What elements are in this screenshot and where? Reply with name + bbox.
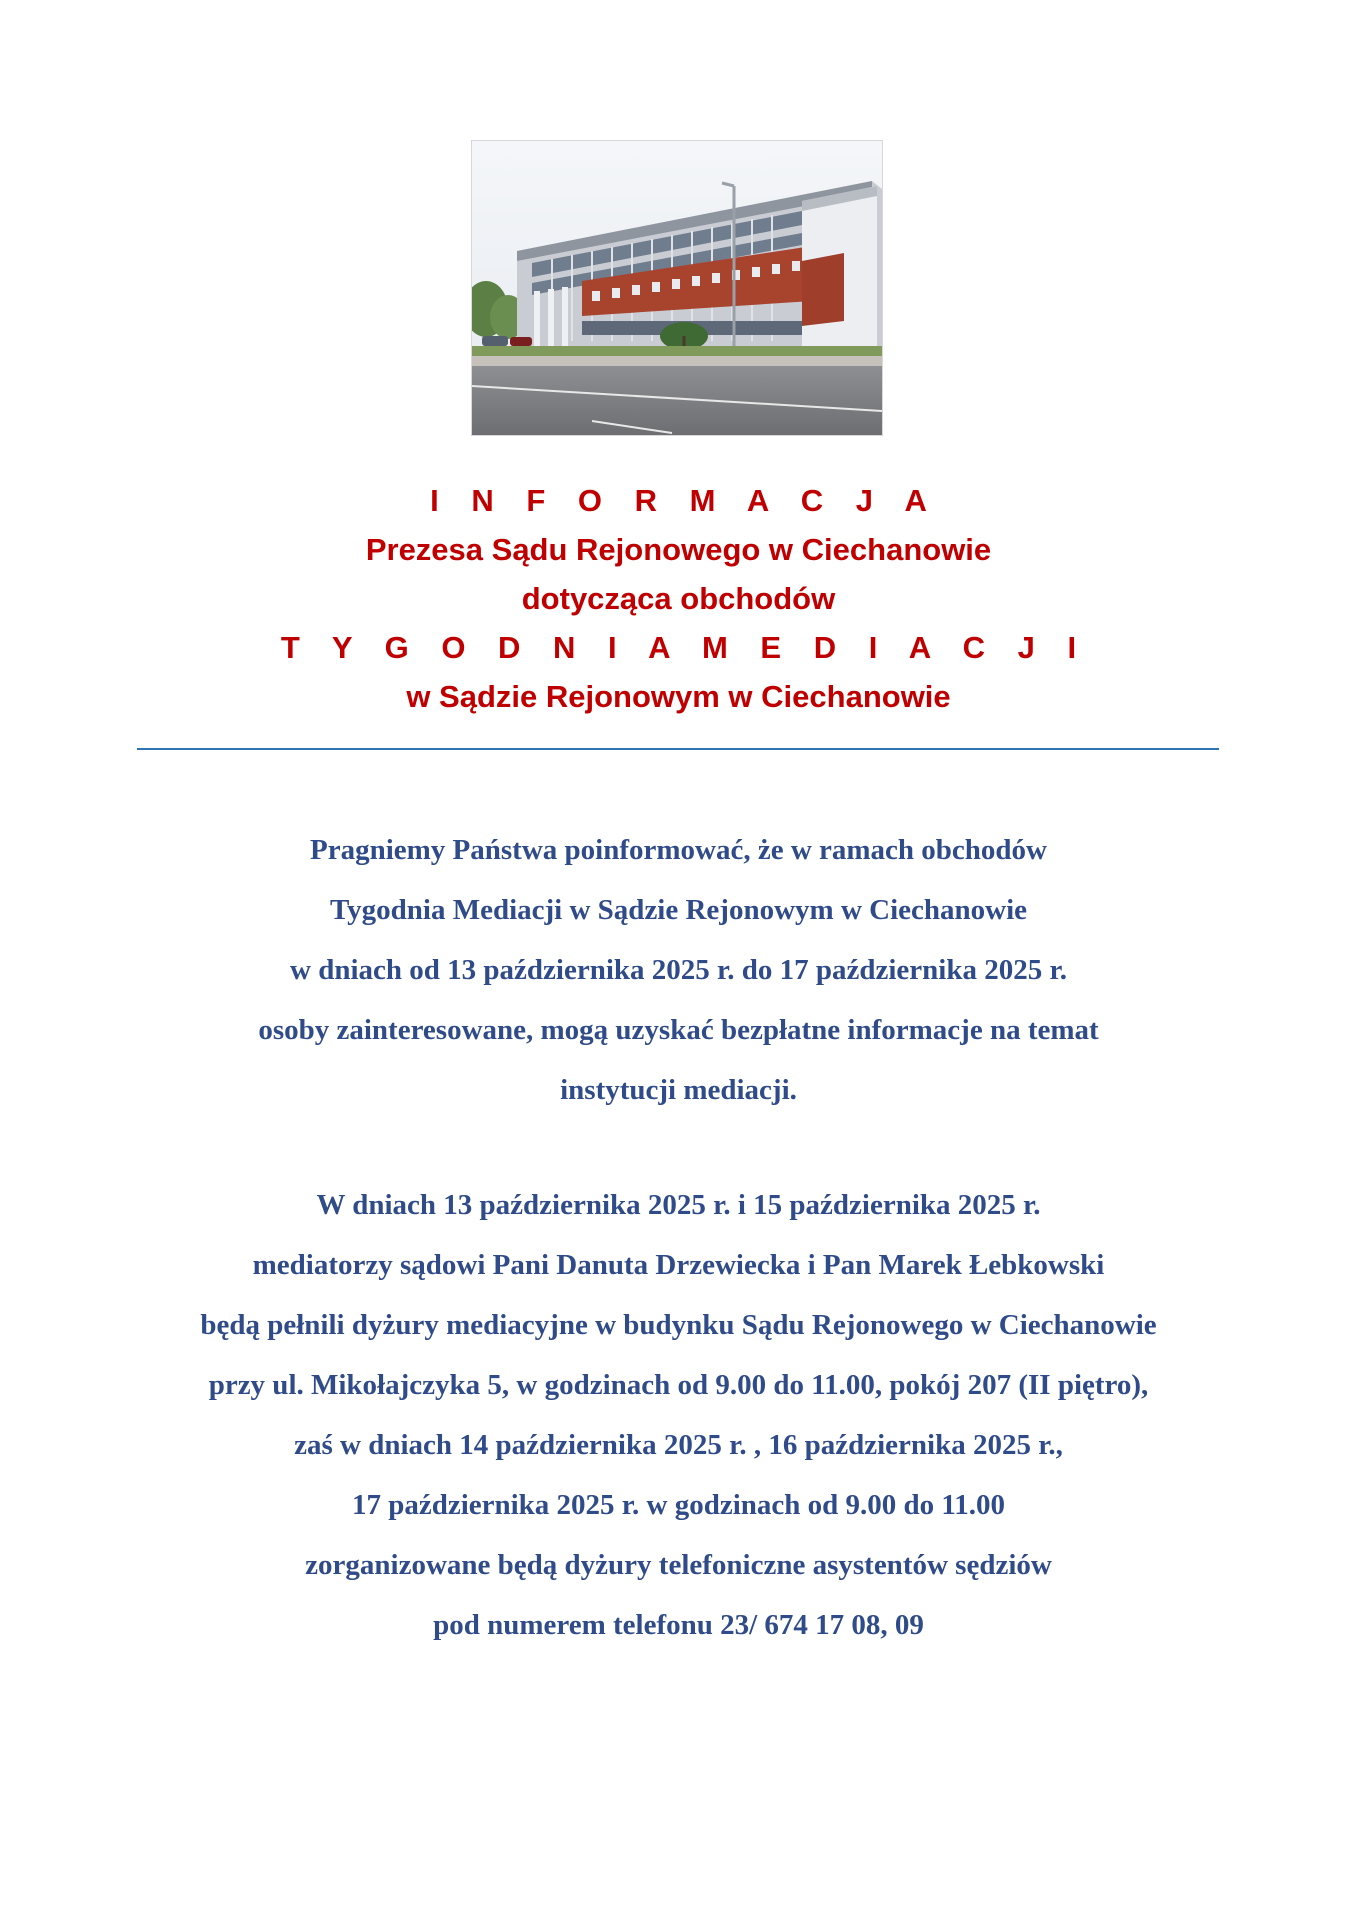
paragraph-line: w dniach od 13 października 2025 r. do 17 października 2025 r. — [290, 954, 1067, 986]
paragraph-line: Pragniemy Państwa poinformować, że w ramach obchodów — [309, 834, 1047, 866]
header-subtitle-prezesa: Prezesa Sądu Rejonowego w Ciechanowie — [365, 532, 992, 567]
court-building-photo — [471, 140, 883, 436]
paragraph-line: będą pełnili dyżury mediacyjne w budynku Sądu Rejonowego w Ciechanowie — [200, 1309, 1157, 1341]
header-subtitle-dotyczaca: dotycząca obchodów — [521, 581, 836, 616]
paragraph-line: pod numerem telefonu 23/ 674 17 08, 09 — [433, 1609, 924, 1641]
paragraph-line: osoby zainteresowane, mogą uzyskać bezpłatne informacje na temat — [258, 1014, 1099, 1046]
document-header — [0, 476, 1357, 721]
header-title-informacja: I N F O R M A C J A — [430, 483, 939, 518]
paragraph-line: mediatorzy sądowi Pani Danuta Drzewiecka i Pan Marek Łebkowski — [252, 1249, 1105, 1281]
paragraph-line: 17 października 2025 r. w godzinach od 9.00 do 11.00 — [351, 1489, 1006, 1521]
paragraph-line: zaś w dniach 14 października 2025 r. , 16 października 2025 r., — [294, 1429, 1063, 1461]
header-subtitle-w-sadzie: w Sądzie Rejonowym w Ciechanowie — [406, 679, 951, 714]
paragraph-line: instytucji mediacji. — [560, 1074, 797, 1106]
header-divider — [137, 748, 1219, 750]
paragraph-line: przy ul. Mikołajczyka 5, w godzinach od 9.00 do 11.00, pokój 207 (II piętro), — [208, 1369, 1149, 1401]
paragraph-intro — [0, 820, 1357, 1120]
paragraph-line: W dniach 13 października 2025 r. i 15 października 2025 r. — [316, 1189, 1041, 1221]
paragraph-line: Tygodnia Mediacji w Sądzie Rejonowym w Ciechanowie — [329, 894, 1028, 926]
building-photo-image — [472, 141, 882, 435]
header-title-tygodnia-mediacji: T Y G O D N I A M E D I A C J I — [280, 630, 1089, 665]
paragraph-line: zorganizowane będą dyżury telefoniczne asystentów sędziów — [305, 1549, 1052, 1581]
paragraph-schedule — [0, 1175, 1357, 1655]
